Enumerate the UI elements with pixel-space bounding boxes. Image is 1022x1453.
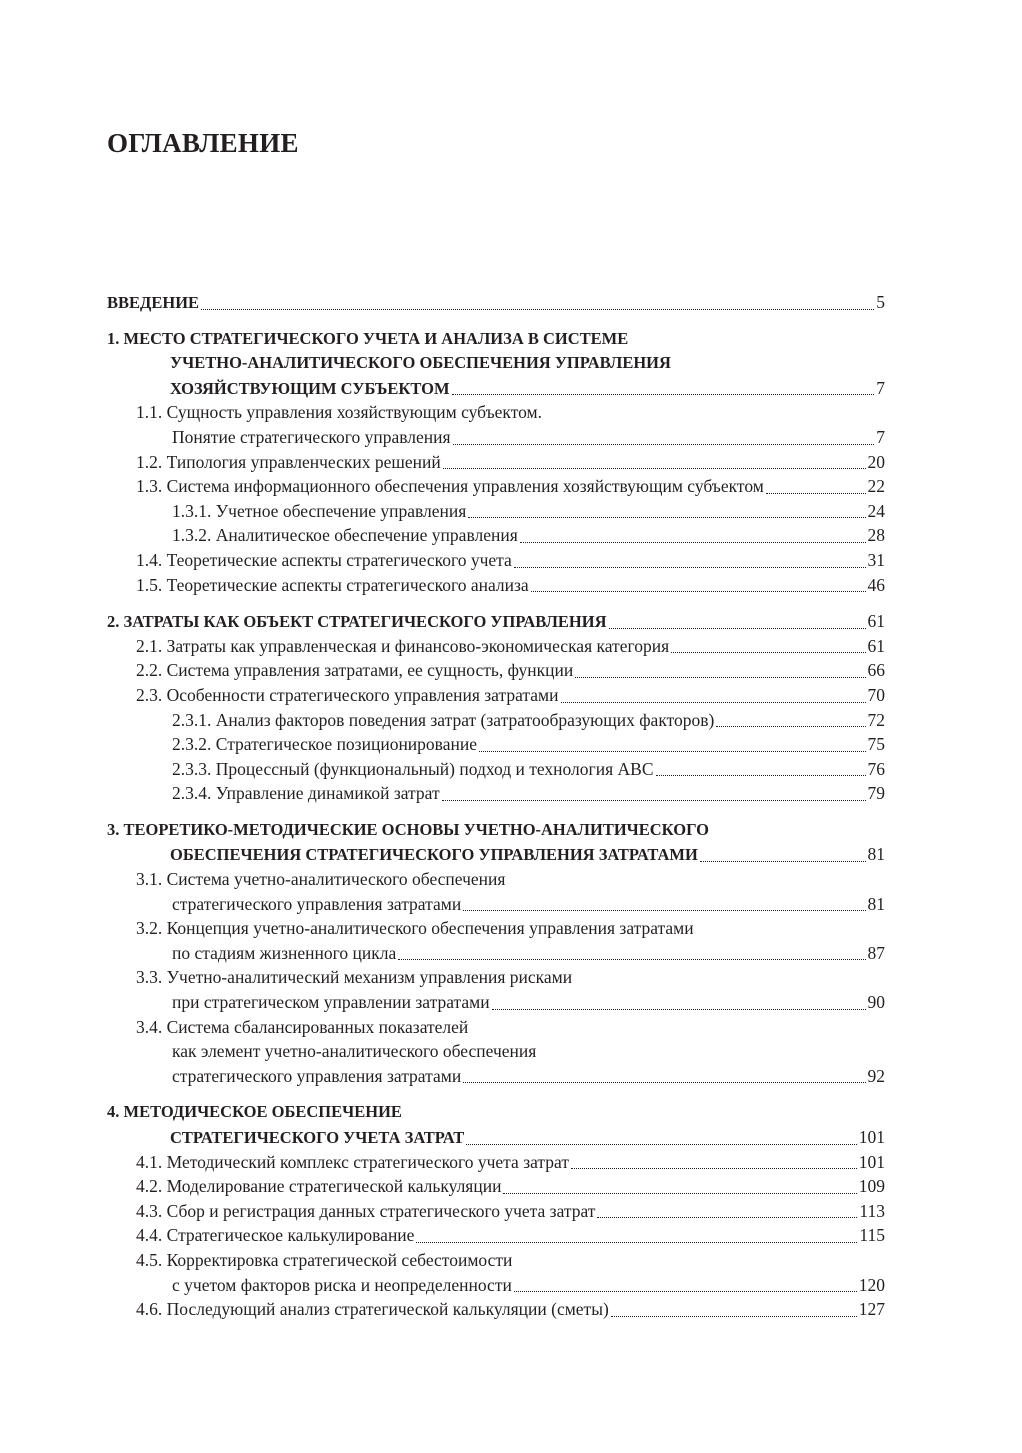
toc-entry-text: ОБЕСПЕЧЕНИЯ СТРАТЕГИЧЕСКОГО УПРАВЛЕНИЯ ЗАТРАТАМИ bbox=[170, 845, 698, 865]
toc-line bbox=[107, 1223, 885, 1248]
toc-line bbox=[107, 1064, 885, 1089]
dot-leader bbox=[716, 726, 865, 727]
toc-section bbox=[107, 1223, 885, 1248]
toc-entry-text: ВВЕДЕНИЕ bbox=[107, 293, 200, 312]
toc-entry-text: как элемент учетно-аналитического обеспечения bbox=[172, 1041, 537, 1062]
toc-section bbox=[107, 1297, 885, 1322]
toc-line bbox=[107, 757, 885, 782]
toc-page-number: 115 bbox=[859, 1225, 885, 1246]
toc-entry-text: 3. ТЕОРЕТИКО-МЕТОДИЧЕСКИЕ ОСНОВЫ УЧЕТНО-АНАЛИТИЧЕСКОГО bbox=[107, 819, 709, 839]
toc-line bbox=[107, 990, 885, 1015]
toc-line bbox=[107, 290, 885, 315]
toc-line bbox=[107, 892, 885, 917]
toc-entry-text: стратегического управления затратами bbox=[172, 1065, 462, 1086]
toc-page-number: 101 bbox=[858, 1151, 885, 1172]
toc-line bbox=[107, 400, 885, 425]
toc-page-number: 81 bbox=[867, 893, 885, 914]
toc-entry-text: 4.3. Сбор и регистрация данных стратегического учета затрат bbox=[136, 1200, 596, 1221]
dot-leader bbox=[514, 567, 866, 568]
toc-line bbox=[107, 573, 885, 598]
toc-line bbox=[107, 1039, 885, 1064]
toc-subsection bbox=[107, 499, 885, 524]
toc-line bbox=[107, 609, 885, 634]
toc-line bbox=[107, 327, 885, 352]
toc-line bbox=[107, 1199, 885, 1224]
toc-page-number: 61 bbox=[867, 611, 885, 632]
toc-section bbox=[107, 450, 885, 475]
toc-page-number: 70 bbox=[867, 684, 885, 705]
toc-line bbox=[107, 450, 885, 475]
toc-line bbox=[107, 941, 885, 966]
toc-entry-text: при стратегическом управлении затратами bbox=[172, 992, 490, 1013]
dot-leader bbox=[463, 1082, 865, 1083]
toc-line bbox=[107, 425, 885, 450]
toc-entry-text: 1.2. Типология управленческих решений bbox=[136, 451, 441, 472]
toc-section bbox=[107, 573, 885, 598]
dot-leader bbox=[398, 959, 865, 960]
dot-leader bbox=[492, 1009, 866, 1010]
toc-entry-text: 3.2. Концепция учетно-аналитического обеспечения управления затратами bbox=[136, 918, 694, 939]
toc-line bbox=[107, 1297, 885, 1322]
toc-line bbox=[107, 548, 885, 573]
dot-leader bbox=[597, 1217, 857, 1218]
dot-leader bbox=[671, 652, 865, 653]
toc-chapter bbox=[107, 1100, 885, 1149]
toc-entry-text: 2.3.4. Управление динамикой затрат bbox=[172, 783, 440, 804]
toc-page-number: 127 bbox=[858, 1299, 885, 1320]
toc-page-number: 72 bbox=[867, 709, 885, 730]
toc-page-number: 87 bbox=[867, 942, 885, 963]
dot-leader bbox=[443, 468, 866, 469]
dot-leader bbox=[453, 444, 875, 445]
toc-section bbox=[107, 1199, 885, 1224]
toc-page-number: 20 bbox=[867, 451, 885, 472]
toc-entry-text: 2. ЗАТРАТЫ КАК ОБЪЕКТ СТРАТЕГИЧЕСКОГО УПРАВЛЕНИЯ bbox=[107, 612, 607, 632]
toc-entry-text: 2.3.1. Анализ факторов поведения затрат (затратообразующих факторов) bbox=[172, 709, 715, 730]
dot-leader bbox=[201, 309, 874, 310]
toc-section bbox=[107, 1015, 885, 1089]
toc-page-number: 76 bbox=[867, 758, 885, 779]
toc-line bbox=[107, 634, 885, 659]
toc-line bbox=[107, 1150, 885, 1175]
toc-page-number: 5 bbox=[876, 292, 885, 312]
toc-page-number: 79 bbox=[867, 783, 885, 804]
toc-line bbox=[107, 1100, 885, 1125]
toc-entry-text: 1.3.2. Аналитическое обеспечение управления bbox=[172, 525, 518, 546]
toc-line bbox=[107, 499, 885, 524]
dot-leader bbox=[416, 1242, 857, 1243]
toc-entry-text: 4.4. Стратегическое калькулирование bbox=[136, 1225, 415, 1246]
toc-page-number: 101 bbox=[858, 1127, 885, 1147]
page-title: ОГЛАВЛЕНИЕ bbox=[107, 128, 299, 158]
toc-entry-text: стратегического управления затратами bbox=[172, 893, 462, 914]
toc-section bbox=[107, 867, 885, 916]
toc-page-number: 22 bbox=[867, 476, 885, 497]
toc-page-number: 31 bbox=[867, 549, 885, 570]
dot-leader bbox=[575, 677, 865, 678]
dot-leader bbox=[468, 517, 865, 518]
toc-entry-text: 3.1. Система учетно-аналитического обеспечения bbox=[136, 869, 506, 890]
toc-subsection bbox=[107, 708, 885, 733]
toc-line bbox=[107, 781, 885, 806]
toc-entry-text: 2.1. Затраты как управленческая и финансово-экономическая категория bbox=[136, 635, 670, 656]
toc-line bbox=[107, 523, 885, 548]
toc-entry-text: УЧЕТНО-АНАЛИТИЧЕСКОГО ОБЕСПЕЧЕНИЯ УПРАВЛЕНИЯ bbox=[170, 353, 671, 373]
toc-section bbox=[107, 548, 885, 573]
toc-page-number: 7 bbox=[876, 377, 885, 398]
toc-page-number: 92 bbox=[867, 1065, 885, 1086]
toc-entry-text: 1.4. Теоретические аспекты стратегического учета bbox=[136, 549, 512, 570]
toc-section bbox=[107, 634, 885, 659]
dot-leader bbox=[656, 775, 866, 776]
toc-line bbox=[107, 965, 885, 990]
toc-page-number: 81 bbox=[867, 844, 885, 865]
dot-leader bbox=[561, 702, 866, 703]
toc-line bbox=[107, 1248, 885, 1273]
toc-line bbox=[107, 1125, 885, 1150]
dot-leader bbox=[442, 800, 866, 801]
toc-line bbox=[107, 1015, 885, 1040]
toc-line bbox=[107, 351, 885, 376]
table-of-contents bbox=[107, 290, 885, 1322]
toc-chapter bbox=[107, 818, 885, 867]
toc-page-number: 28 bbox=[867, 525, 885, 546]
toc-section bbox=[107, 683, 885, 708]
toc-line bbox=[107, 683, 885, 708]
dot-leader bbox=[466, 1144, 857, 1145]
toc-section bbox=[107, 474, 885, 499]
toc-page-number: 66 bbox=[867, 660, 885, 681]
toc-entry-text: 2.2. Система управления затратами, ее сущность, функции bbox=[136, 660, 574, 681]
toc-line bbox=[107, 1273, 885, 1298]
toc-line bbox=[107, 708, 885, 733]
toc-page-number: 7 bbox=[876, 426, 885, 447]
toc-line bbox=[107, 916, 885, 941]
toc-entry-text: 1.3. Система информационного обеспечения управления хозяйствующим субъектом bbox=[136, 476, 764, 497]
toc-section bbox=[107, 1248, 885, 1297]
toc-section bbox=[107, 400, 885, 449]
dot-leader bbox=[611, 1316, 857, 1317]
toc-section bbox=[107, 965, 885, 1014]
toc-page-number: 24 bbox=[867, 500, 885, 521]
toc-entry-text: 1.3.1. Учетное обеспечение управления bbox=[172, 500, 467, 521]
dot-leader bbox=[452, 394, 875, 395]
toc-entry-text: 2.3. Особенности стратегического управления затратами bbox=[136, 684, 559, 705]
toc-entry-text: 2.3.3. Процессный (функциональный) подход и технология ABC bbox=[172, 758, 654, 779]
toc-page-number: 109 bbox=[858, 1176, 885, 1197]
dot-leader bbox=[463, 910, 865, 911]
dot-leader bbox=[531, 591, 866, 592]
toc-entry-text: 3.3. Учетно-аналитический механизм управления рисками bbox=[136, 967, 573, 988]
toc-section bbox=[107, 916, 885, 965]
dot-leader bbox=[700, 861, 866, 862]
toc-subsection bbox=[107, 523, 885, 548]
toc-line bbox=[107, 867, 885, 892]
toc-page-number: 113 bbox=[859, 1200, 885, 1221]
toc-entry-text: 4.5. Корректировка стратегической себестоимости bbox=[136, 1249, 513, 1270]
toc-line bbox=[107, 1174, 885, 1199]
toc-page-number: 120 bbox=[858, 1274, 885, 1295]
toc-entry-text: 4.6. Последующий анализ стратегической калькуляции (сметы) bbox=[136, 1299, 609, 1320]
toc-line bbox=[107, 474, 885, 499]
toc-page-number: 61 bbox=[867, 635, 885, 656]
toc-entry-text: СТРАТЕГИЧЕСКОГО УЧЕТА ЗАТРАТ bbox=[170, 1128, 465, 1147]
toc-entry-text: 3.4. Система сбалансированных показателей bbox=[136, 1016, 469, 1037]
toc-page-number: 90 bbox=[867, 992, 885, 1013]
toc-section bbox=[107, 1174, 885, 1199]
toc-subsection bbox=[107, 732, 885, 757]
toc-entry-text: 1. МЕСТО СТРАТЕГИЧЕСКОГО УЧЕТА И АНАЛИЗА В СИСТЕМЕ bbox=[107, 328, 629, 348]
toc-subsection bbox=[107, 781, 885, 806]
toc-entry-text: с учетом факторов риска и неопределенности bbox=[172, 1274, 512, 1295]
toc-entry-text: 4.1. Методический комплекс стратегического учета затрат bbox=[136, 1151, 569, 1172]
toc-entry-text: 1.1. Сущность управления хозяйствующим субъектом. bbox=[136, 402, 542, 423]
dot-leader bbox=[571, 1168, 857, 1169]
toc-entry-text: ХОЗЯЙСТВУЮЩИМ СУБЪЕКТОМ bbox=[170, 378, 450, 398]
dot-leader bbox=[520, 542, 866, 543]
dot-leader bbox=[503, 1193, 856, 1194]
toc-line bbox=[107, 818, 885, 843]
toc-entry-text: 2.3.2. Стратегическое позиционирование bbox=[172, 734, 477, 755]
toc-subsection bbox=[107, 757, 885, 782]
toc-line bbox=[107, 842, 885, 867]
toc-section bbox=[107, 1150, 885, 1175]
toc-entry-text: по стадиям жизненного цикла bbox=[172, 942, 397, 963]
toc-entry-text: 4. МЕТОДИЧЕСКОЕ ОБЕСПЕЧЕНИЕ bbox=[107, 1102, 402, 1122]
toc-section bbox=[107, 658, 885, 683]
toc-chapter bbox=[107, 609, 885, 634]
toc-chapter bbox=[107, 290, 885, 315]
dot-leader bbox=[514, 1291, 857, 1292]
toc-page-number: 46 bbox=[867, 574, 885, 595]
dot-leader bbox=[479, 751, 866, 752]
toc-entry-text: 4.2. Моделирование стратегической калькуляции bbox=[136, 1176, 502, 1197]
toc-line bbox=[107, 658, 885, 683]
toc-line bbox=[107, 732, 885, 757]
toc-page-number: 75 bbox=[867, 734, 885, 755]
toc-line bbox=[107, 376, 885, 401]
toc-entry-text: 1.5. Теоретические аспекты стратегического анализа bbox=[136, 574, 529, 595]
dot-leader bbox=[609, 628, 866, 629]
dot-leader bbox=[766, 493, 866, 494]
toc-chapter bbox=[107, 327, 885, 401]
toc-entry-text: Понятие стратегического управления bbox=[172, 426, 451, 447]
